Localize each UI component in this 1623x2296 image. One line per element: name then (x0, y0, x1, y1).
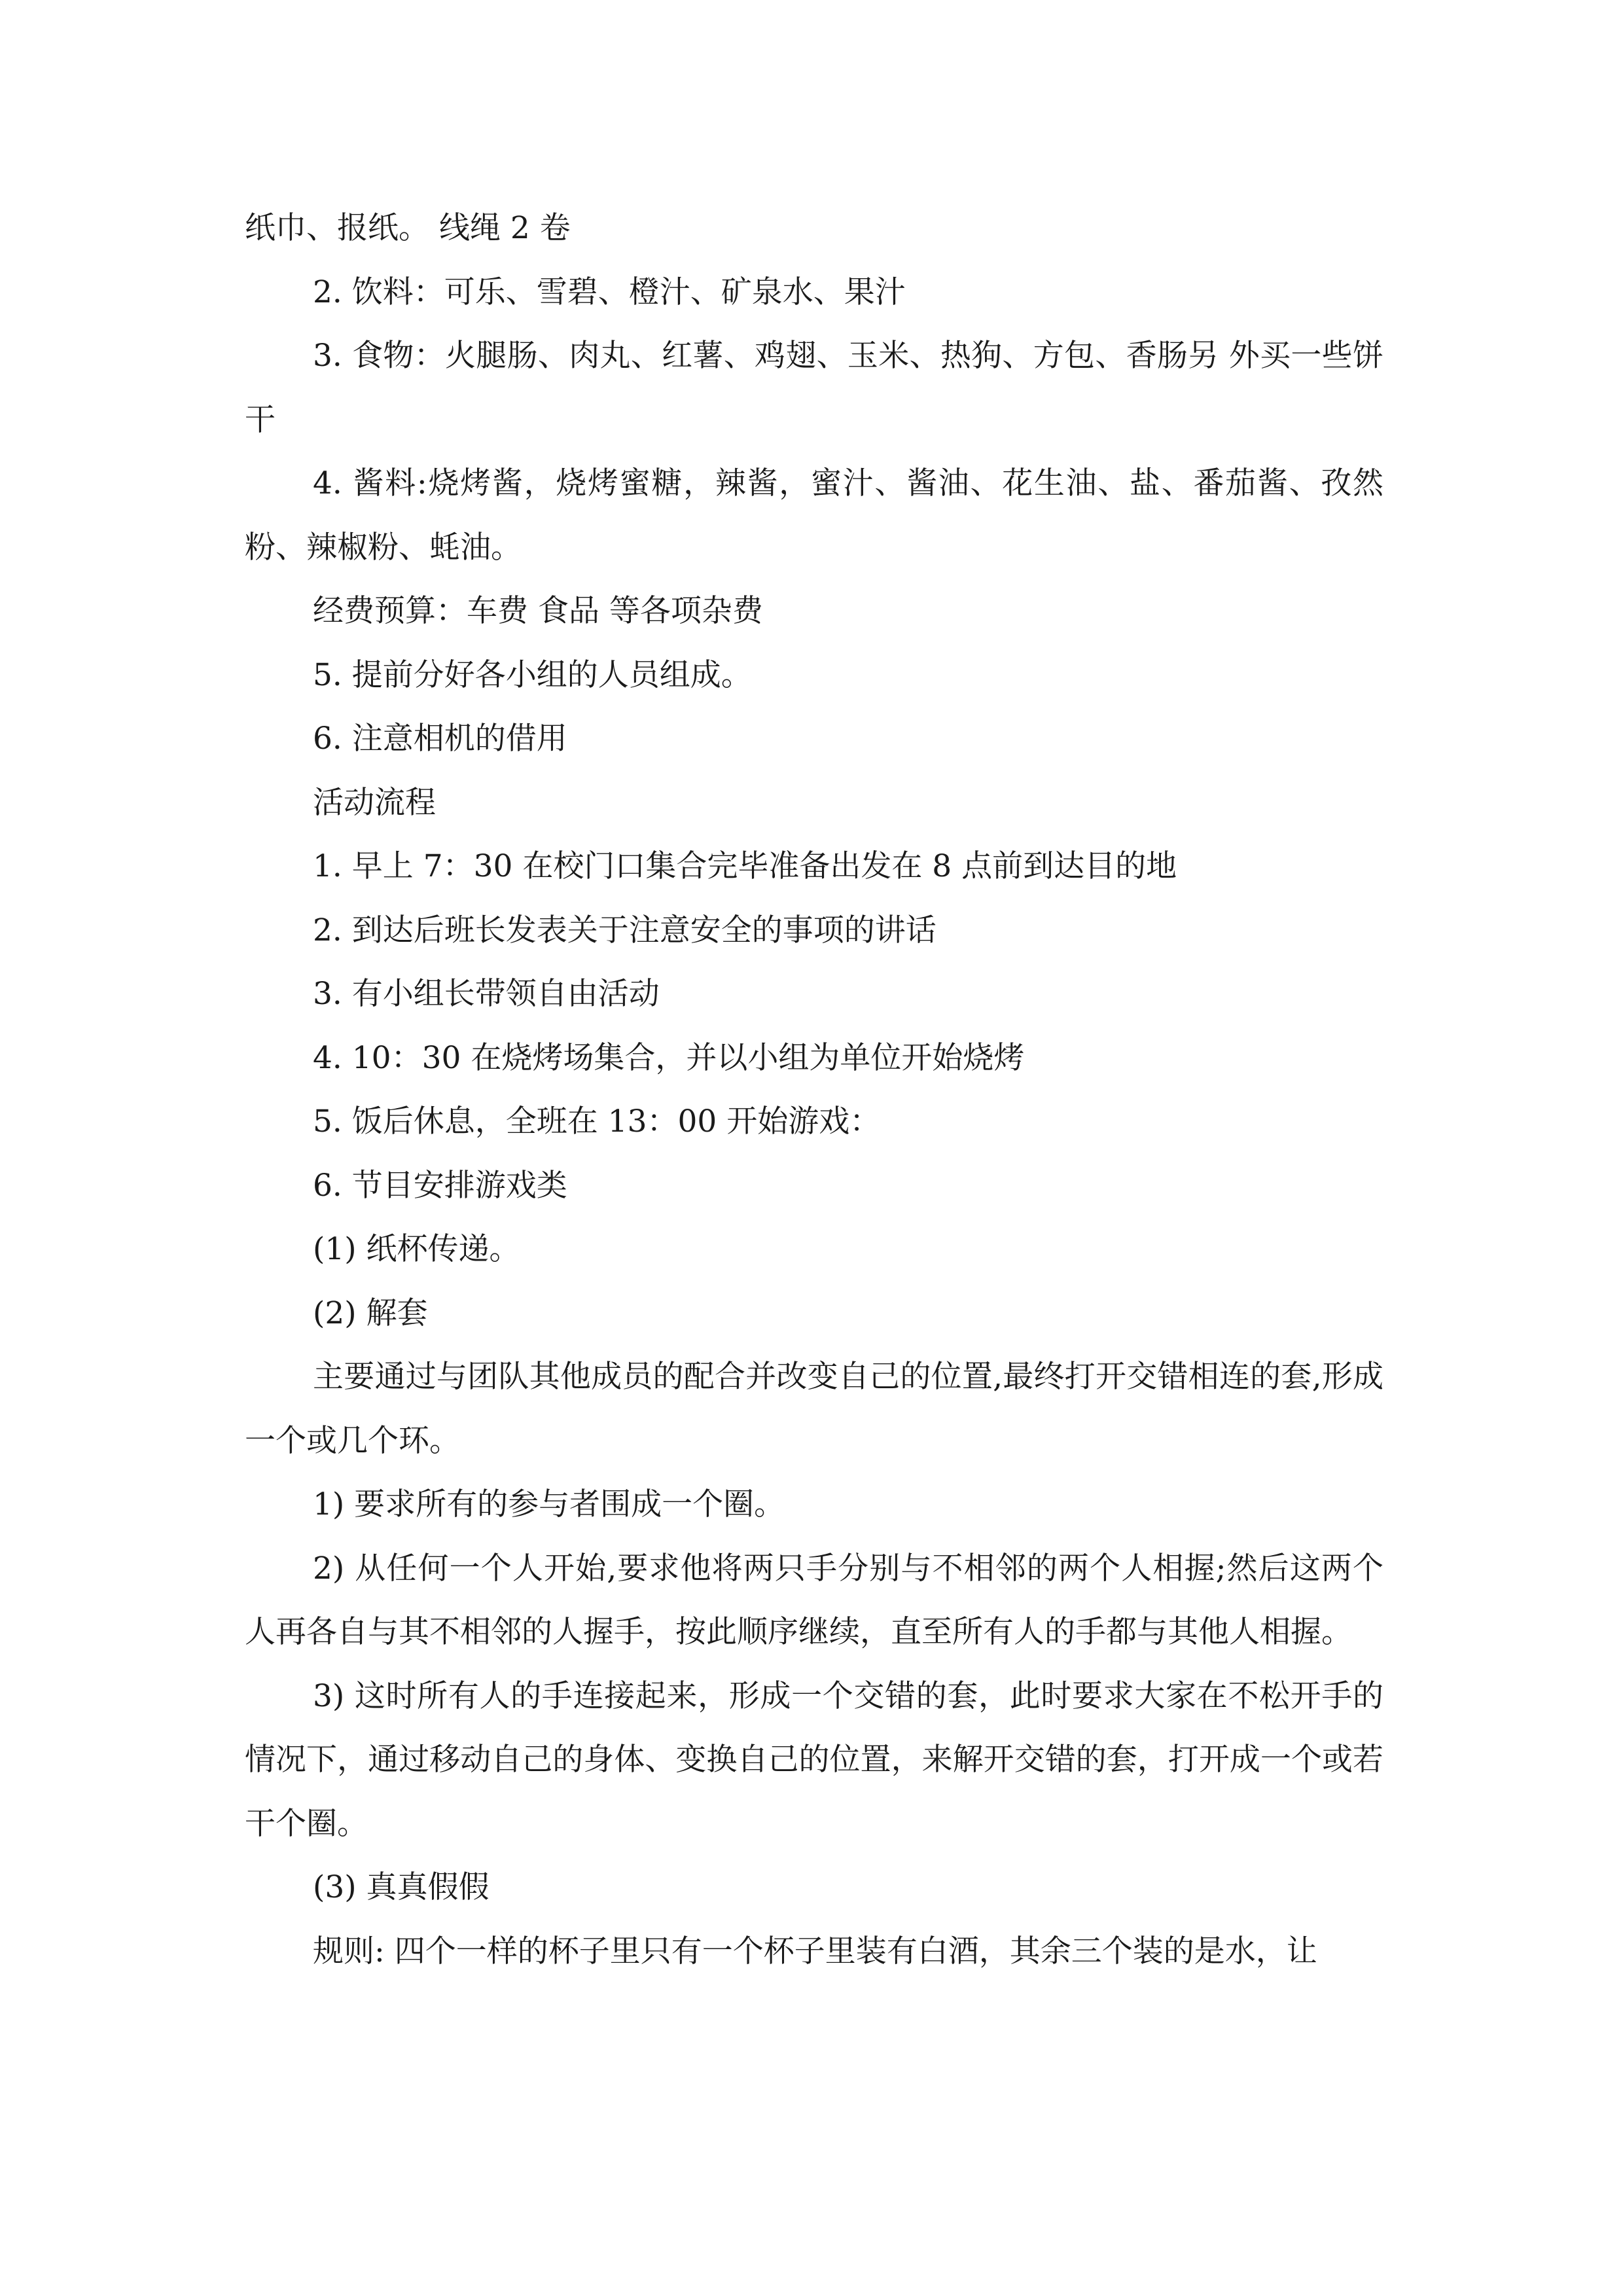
paragraph-step-1: 1. 早上 7：30 在校门口集合完毕准备出发在 8 点前到达目的地 (313, 848, 1177, 884)
paragraph-budget: 经费预算：车费 食品 等各项杂费 (313, 593, 763, 629)
paragraph-step-3: 3. 有小组长带领自由活动 (313, 976, 660, 1012)
paragraph-drinks: 2. 饮料：可乐、雪碧、橙汁、矿泉水、果汁 (313, 274, 906, 310)
paragraph-camera: 6. 注意相机的借用 (313, 721, 567, 757)
document-body (245, 196, 1383, 1983)
paragraph-game-3: (3) 真真假假 (313, 1869, 490, 1905)
paragraph-sauces: 4. 酱料:烧烤酱，烧烤蜜糖，辣酱，蜜汁、酱油、花生油、盐、番茄酱、孜然粉、辣椒粉、蚝油。 (245, 465, 1383, 565)
paragraph-step-4: 4. 10：30 在烧烤场集合，并以小组为单位开始烧烤 (313, 1039, 1025, 1076)
paragraph-game-2-rule-2: 2) 从任何一个人开始,要求他将两只手分别与不相邻的两个人相握;然后这两个人再各自与其不相邻的人握手，按此顺序继续，直至所有人的手都与其他人相握。 (245, 1550, 1383, 1650)
section-heading-activity-flow: 活动流程 (313, 784, 436, 821)
paragraph-game-2-description: 主要通过与团队其他成员的配合并改变自己的位置,最终打开交错相连的套,形成一个或几个环。 (245, 1359, 1383, 1459)
paragraph-step-5: 5. 饭后休息，全班在 13：00 开始游戏： (313, 1103, 881, 1139)
paragraph-step-2: 2. 到达后班长发表关于注意安全的事项的讲话 (313, 912, 936, 948)
paragraph-groups: 5. 提前分好各小组的人员组成。 (313, 656, 752, 693)
paragraph-game-1: (1) 纸杯传递。 (313, 1231, 520, 1267)
paragraph-step-6: 6. 节目安排游戏类 (313, 1167, 567, 1204)
paragraph-game-2-rule-1: 1) 要求所有的参与者围成一个圈。 (313, 1486, 785, 1522)
paragraph-game-2-rule-3: 3) 这时所有人的手连接起来，形成一个交错的套，此时要求大家在不松开手的情况下，通过移动自己的身体、变换自己的位置，来解开交错的套，打开成一个或若干个圈。 (245, 1677, 1383, 1842)
paragraph-game-3-rules: 规则: 四个一样的杯子里只有一个杯子里装有白酒，其余三个装的是水，让 (313, 1933, 1317, 1969)
paragraph-game-2: (2) 解套 (313, 1295, 428, 1331)
paragraph-supplies-misc: 纸巾、报纸。 线绳 2 卷 (245, 210, 571, 246)
paragraph-food: 3. 食物：火腿肠、肉丸、红薯、鸡翅、玉米、热狗、方包、香肠另 外买一些饼干 (245, 338, 1383, 438)
